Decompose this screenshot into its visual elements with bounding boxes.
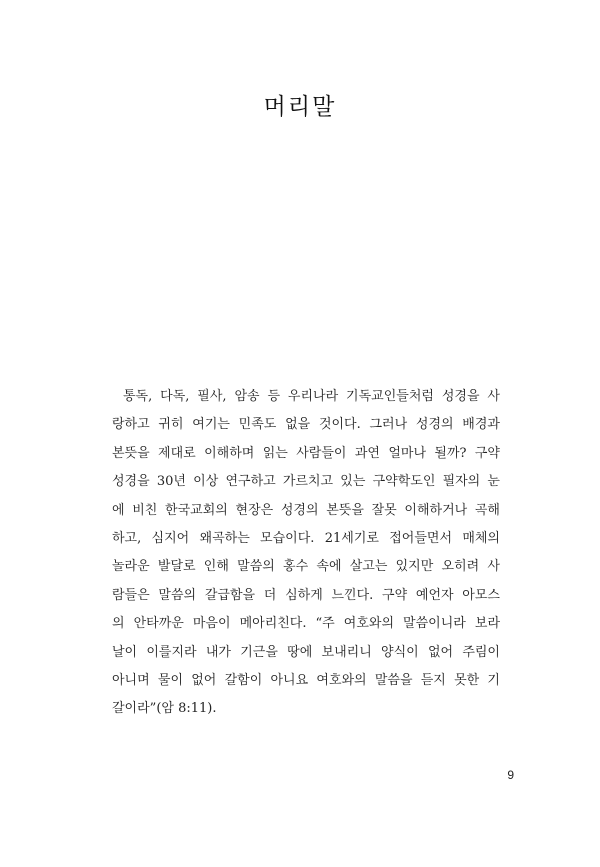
paragraph-line: 람들은 말씀의 갈급함을 더 심하게 느낀다. 구약 예언자 아모스 bbox=[112, 587, 500, 603]
paragraph-line: 아니며 물이 없어 갈함이 아니요 여호와의 말씀을 듣지 못한 기 bbox=[112, 672, 500, 688]
paragraph-line: 날이 이를지라 내가 기근을 땅에 보내리니 양식이 없어 주림이 bbox=[112, 644, 500, 660]
paragraph-line: 통독, 다독, 필사, 암송 등 우리나라 기독교인들처럼 성경을 사 bbox=[123, 389, 500, 404]
paragraph-line: 놀라운 발달로 인해 말씀의 홍수 속에 살고는 있지만 오히려 사 bbox=[112, 559, 500, 575]
paragraph-line: 랑하고 귀히 여기는 민족도 없을 것이다. 그러나 성경의 배경과 bbox=[112, 417, 500, 433]
preface-paragraph bbox=[112, 383, 500, 724]
paragraph-line: 의 안타까운 마음이 메아리친다. “주 여호와의 말씀이니라 보라 bbox=[112, 616, 500, 632]
paragraph-line: 성경을 30년 이상 연구하고 가르치고 있는 구약학도인 필자의 눈 bbox=[112, 474, 500, 490]
paragraph-line: 갈이라”(암 8:11). bbox=[112, 701, 217, 717]
page-title: 머리말 bbox=[263, 94, 337, 120]
paragraph-line: 하고, 심지어 왜곡하는 모습이다. 21세기로 접어들면서 매체의 bbox=[112, 530, 500, 546]
paragraph-line: 본뜻을 제대로 이해하며 읽는 사람들이 과연 얼마나 될까? 구약 bbox=[112, 445, 500, 461]
page-number: 9 bbox=[507, 768, 514, 782]
paragraph-line: 에 비친 한국교회의 현장은 성경의 본뜻을 잘못 이해하거나 곡해 bbox=[112, 502, 500, 518]
